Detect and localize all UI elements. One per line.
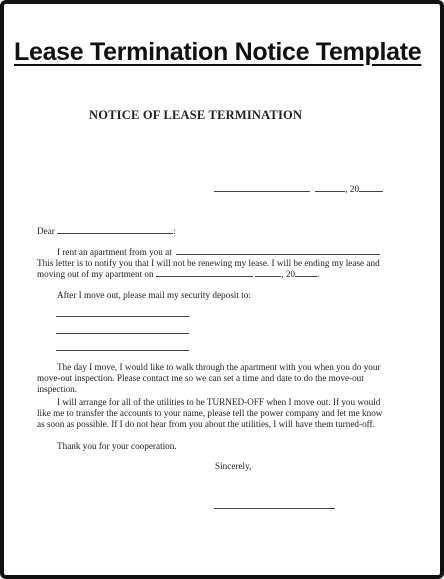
date-day-blank [315, 191, 345, 192]
inspection-paragraph: The day I move, I would like to walk through the apartment with you when you do your move-out inspection. Please contact me so we can set a time and date to do the move-out inspection. [37, 362, 381, 395]
salutation: Dear [37, 226, 55, 236]
forwarding-address-line-2 [56, 333, 189, 334]
forwarding-address-line-1 [56, 316, 189, 317]
closing: Sincerely, [215, 461, 252, 471]
forwarding-address-line-3 [56, 350, 189, 351]
date-month-blank [214, 191, 310, 192]
move-out-year-prefix: , 20 [281, 269, 295, 279]
landlord-name-blank [57, 233, 173, 234]
salutation-line: Dear : [37, 226, 176, 236]
date-line [214, 184, 383, 194]
move-out-year-blank [295, 276, 317, 277]
utilities-paragraph: I will arrange for all of the utilities to be TURNED-OFF when I move out. If you would like me to transfer the accounts to your name, please tell the power company and let me know as soon as possible. If I do not hear from you about the utilities, I will have them turned-off. [37, 397, 383, 430]
date-year-prefix: , 20 [345, 184, 360, 194]
deposit-line: After I move out, please mail my security deposit to: [57, 290, 251, 300]
notify-line: This letter is to notify you that I will not be renewing my lease. I will be ending my lease and [37, 258, 380, 268]
moving-out-text: moving out of my apartment on [37, 269, 154, 279]
moving-out-line: moving out of my apartment on , 20 . [37, 269, 320, 279]
signature-line [214, 508, 335, 509]
move-out-day-blank [255, 276, 281, 277]
thanks-line: Thank you for your cooperation. [57, 441, 177, 451]
rent-text: I rent an apartment from you at [57, 247, 172, 257]
date-year-blank [359, 191, 383, 192]
rent-line [57, 247, 380, 257]
letter-heading: NOTICE OF LEASE TERMINATION [89, 108, 303, 122]
move-out-month-blank [156, 276, 253, 277]
page-title: Lease Termination Notice Template [14, 38, 422, 66]
address-blank [176, 254, 380, 255]
